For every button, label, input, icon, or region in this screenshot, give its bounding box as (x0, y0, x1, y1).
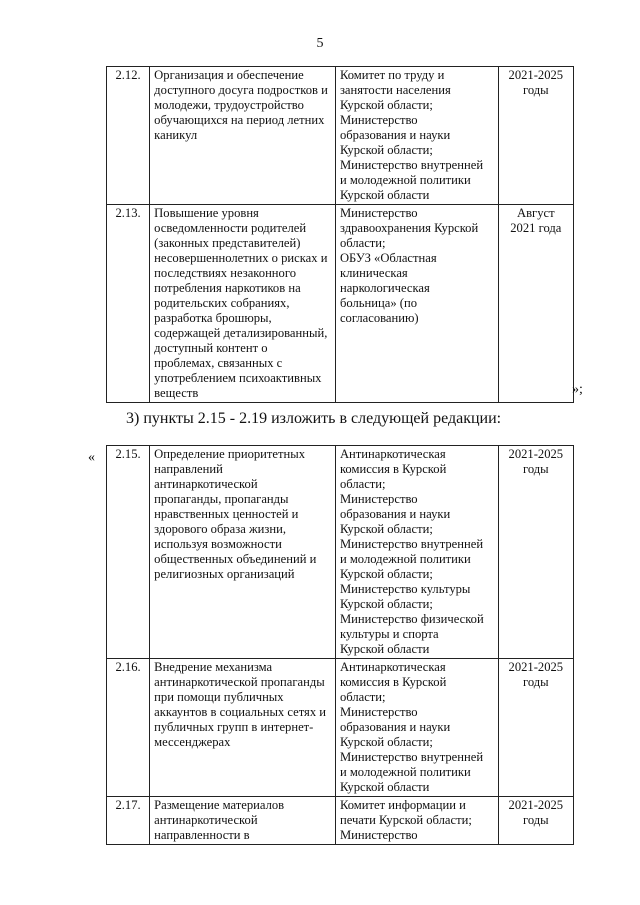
responsible-line: Курской области; (339, 597, 433, 611)
table-row (107, 659, 574, 797)
term-line: годы (522, 813, 549, 827)
plan-table-continued (106, 66, 574, 403)
activity-line: родительских собраниях, (154, 296, 290, 310)
term-line: годы (522, 83, 549, 97)
term-line: 2021 года (510, 221, 562, 235)
activity-line: Организация и обеспечение (154, 68, 304, 82)
responsible-line: занятости населения (339, 83, 451, 97)
term-line: 2021-2025 (508, 660, 564, 674)
responsible-line: Антинаркотическая (339, 660, 446, 674)
responsible-cell (335, 659, 498, 797)
responsible-line: культуры и спорта (339, 627, 439, 641)
activity-line: Определение приоритетных (154, 447, 306, 461)
responsible-line: области; (339, 690, 386, 704)
responsible-line: ОБУЗ «Областная (339, 251, 437, 265)
responsible-line: Курской области (339, 642, 430, 656)
responsible-line: области; (339, 236, 386, 250)
plan-table-new-edition (106, 445, 574, 845)
activity-line: антинаркотической (154, 477, 258, 491)
activity-line: при помощи публичных (154, 690, 284, 704)
responsible-line: Антинаркотическая (339, 447, 446, 461)
activity-cell (150, 659, 336, 797)
activity-line: Размещение материалов (154, 798, 285, 812)
activity-line: доступный контент о (154, 341, 268, 355)
term-line: Август (517, 206, 555, 220)
activity-line: направленности в (154, 828, 250, 842)
page-number: 5 (316, 36, 324, 51)
activity-line: осведомленности родителей (154, 221, 307, 235)
responsible-line: Курской области (339, 188, 430, 202)
activity-line: последствиях незаконного (154, 266, 296, 280)
activity-line: каникул (154, 128, 198, 142)
activity-line: Внедрение механизма (154, 660, 273, 674)
responsible-line: образования и науки (339, 720, 451, 734)
activity-cell (150, 797, 336, 845)
activity-line: обучающихся на период летних (154, 113, 325, 127)
responsible-line: области; (339, 477, 386, 491)
activity-line: содержащей детализированный, (154, 326, 328, 340)
activity-line: потребления наркотиков на (154, 281, 301, 295)
responsible-line: больница» (по (339, 296, 418, 310)
activity-cell (150, 67, 336, 205)
responsible-line: комиссия в Курской (339, 675, 447, 689)
activity-cell (150, 446, 336, 659)
term-line: 2021-2025 (508, 68, 564, 82)
activity-line: употреблением психоактивных (154, 371, 322, 385)
term-cell (498, 67, 573, 205)
term-cell (498, 205, 573, 403)
responsible-line: комиссия в Курской (339, 462, 447, 476)
activity-line: веществ (154, 386, 199, 400)
responsible-line: и молодежной политики (339, 765, 471, 779)
term-cell (498, 797, 573, 845)
activity-line: пропаганды, пропаганды (154, 492, 289, 506)
responsible-line: здравоохранения Курской (339, 221, 479, 235)
responsible-line: согласованию) (339, 311, 419, 325)
activity-line: публичных групп в интернет- (154, 720, 314, 734)
responsible-line: Курской области; (339, 567, 433, 581)
term-line: 2021-2025 (508, 798, 564, 812)
item-number: 2.12. (107, 67, 150, 205)
activity-line: мессенджерах (154, 735, 231, 749)
activity-line: аккаунтов в социальных сетях и (154, 705, 327, 719)
responsible-line: наркологическая (339, 281, 430, 295)
activity-line: здорового образа жизни, (154, 522, 287, 536)
activity-line: (законных представителей) (154, 236, 301, 250)
activity-line: используя возможности (154, 537, 282, 551)
term-line: 2021-2025 (508, 447, 564, 461)
responsible-cell (335, 797, 498, 845)
responsible-line: Министерство (339, 206, 418, 220)
responsible-cell (335, 67, 498, 205)
responsible-line: Комитет по труду и (339, 68, 445, 82)
activity-cell (150, 205, 336, 403)
responsible-line: Министерство физической (339, 612, 484, 626)
responsible-line: клиническая (339, 266, 408, 280)
item-number: 2.16. (107, 659, 150, 797)
responsible-cell (335, 446, 498, 659)
table-row (107, 205, 574, 403)
responsible-cell (335, 205, 498, 403)
term-line: годы (522, 675, 549, 689)
responsible-line: Министерство (339, 828, 418, 842)
plan-table-continued-body (107, 67, 574, 403)
item-number: 2.15. (107, 446, 150, 659)
responsible-line: образования и науки (339, 507, 451, 521)
table-row (107, 67, 574, 205)
responsible-line: и молодежной политики (339, 173, 471, 187)
responsible-line: Курской области (339, 780, 430, 794)
responsible-line: Курской области; (339, 735, 433, 749)
responsible-line: Министерство (339, 492, 418, 506)
activity-line: Повышение уровня (154, 206, 259, 220)
responsible-line: Министерство внутренней (339, 750, 484, 764)
responsible-line: Курской области; (339, 143, 433, 157)
activity-line: общественных объединений и (154, 552, 317, 566)
responsible-line: Министерство культуры (339, 582, 471, 596)
activity-line: разработка брошюры, (154, 311, 272, 325)
activity-line: антинаркотической пропаганды (154, 675, 325, 689)
activity-line: молодежи, трудоустройство (154, 98, 304, 112)
responsible-line: Курской области; (339, 98, 433, 112)
responsible-line: Комитет информации и (339, 798, 466, 812)
term-cell (498, 659, 573, 797)
item-number: 2.17. (107, 797, 150, 845)
activity-line: доступного досуга подростков и (154, 83, 328, 97)
section-heading: 3) пункты 2.15 - 2.19 изложить в следующей редакции: (126, 410, 502, 427)
table-row (107, 797, 574, 845)
activity-line: несовершеннолетних о рисках и (154, 251, 328, 265)
responsible-line: Курской области; (339, 522, 433, 536)
activity-line: антинаркотической (154, 813, 258, 827)
plan-table-new-edition-body (107, 446, 574, 845)
opening-quote-mark: « (88, 450, 95, 465)
closing-quote-mark: »; (572, 382, 583, 397)
item-number: 2.13. (107, 205, 150, 403)
term-line: годы (522, 462, 549, 476)
activity-line: направлений (154, 462, 223, 476)
table-row (107, 446, 574, 659)
responsible-line: образования и науки (339, 128, 451, 142)
activity-line: религиозных организаций (154, 567, 295, 581)
responsible-line: Министерство (339, 113, 418, 127)
activity-line: проблемах, связанных с (154, 356, 283, 370)
responsible-line: Министерство внутренней (339, 537, 484, 551)
responsible-line: Министерство внутренней (339, 158, 484, 172)
responsible-line: Министерство (339, 705, 418, 719)
activity-line: нравственных ценностей и (154, 507, 299, 521)
term-cell (498, 446, 573, 659)
responsible-line: и молодежной политики (339, 552, 471, 566)
responsible-line: печати Курской области; (339, 813, 472, 827)
